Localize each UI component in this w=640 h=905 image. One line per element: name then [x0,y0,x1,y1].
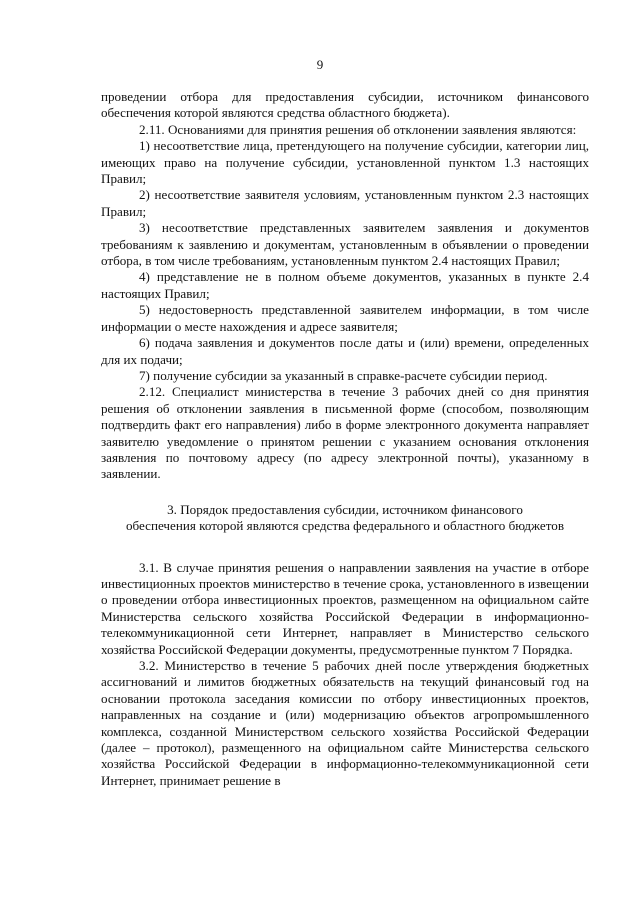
paragraph-continuation: проведении отбора для предоставления субсидии, источником финансового обеспечения которой являются средства областного бюджета). [101,89,589,121]
list-item-5: 5) недостоверность представленной заявителем информации, в том числе информации о месте нахождения и адресе заявителя; [101,302,589,334]
paragraph-3-2: 3.2. Министерство в течение 5 рабочих дней после утверждения бюджетных ассигнований и лимитов бюджетных обязательств на текущий финансовый год на основании протокола заседания комиссии по отбору инвестиционных проектов, направленных на создание и (или) модернизацию объектов агропромышленного комплекса, созданной Министерством сельского хозяйства Российской Федерации (далее – протокол), размещенного на официальном сайте Министерства сельского хозяйства Российской Федерации в информационно-телекоммуникационной сети Интернет, принимает решение в [101,658,589,788]
section-heading-line-2: обеспечения которой являются средства федерального и областного бюджетов [125,518,565,534]
list-item-1: 1) несоответствие лица, претендующего на получение субсидии, категории лиц, имеющих право на получение субсидии, установленной пунктом 1.3 настоящих Правил; [101,138,589,187]
list-item-4: 4) представление не в полном объеме документов, указанных в пункте 2.4 настоящих Правил; [101,269,589,301]
list-item-7: 7) получение субсидии за указанный в справке-расчете субсидии период. [139,367,548,383]
paragraph-2-11: 2.11. Основаниями для принятия решения об отклонении заявления являются: [139,121,577,137]
page-number: 9 [316,57,324,72]
paragraph-3-1: 3.1. В случае принятия решения о направлении заявления на участие в отборе инвестиционных проектов министерство в течение срока, установленного в извещении о проведении отбора инвестиционных проектов, размещенном на официальном сайте Министерства сельского хозяйства Российской Федерации в информационно-телекоммуникационной сети Интернет, направляет в Министерство сельского хозяйства Российской Федерации документы, предусмотренные пунктом 7 Порядка. [101,559,589,657]
list-item-2: 2) несоответствие заявителя условиям, установленным пунктом 2.3 настоящих Правил; [101,187,589,219]
paragraph-2-12: 2.12. Специалист министерства в течение 3 рабочих дней со дня принятия решения об отклонении заявления в письменной форме (способом, позволяющим подтвердить факт его направления) либо в форме электронного документа направляет заявителю уведомление о принятом решении с указанием основания отклонения заявления по почтовому адресу (по адресу электронной почты), указанному в заявлении. [101,384,589,482]
document-body [101,89,589,789]
section-heading [101,502,589,535]
section-heading-line-1: 3. Порядок предоставления субсидии, источником финансового [167,501,523,517]
list-item-3: 3) несоответствие представленных заявителем заявления и документов требованиям к заявлению и документам, установленным в объявлении о проведении отбора, в том числе требованиям, установленным пунктом 2.4 настоящих Правил; [101,220,589,269]
list-item-6: 6) подача заявления и документов после даты и (или) времени, определенных для их подачи; [101,335,589,367]
